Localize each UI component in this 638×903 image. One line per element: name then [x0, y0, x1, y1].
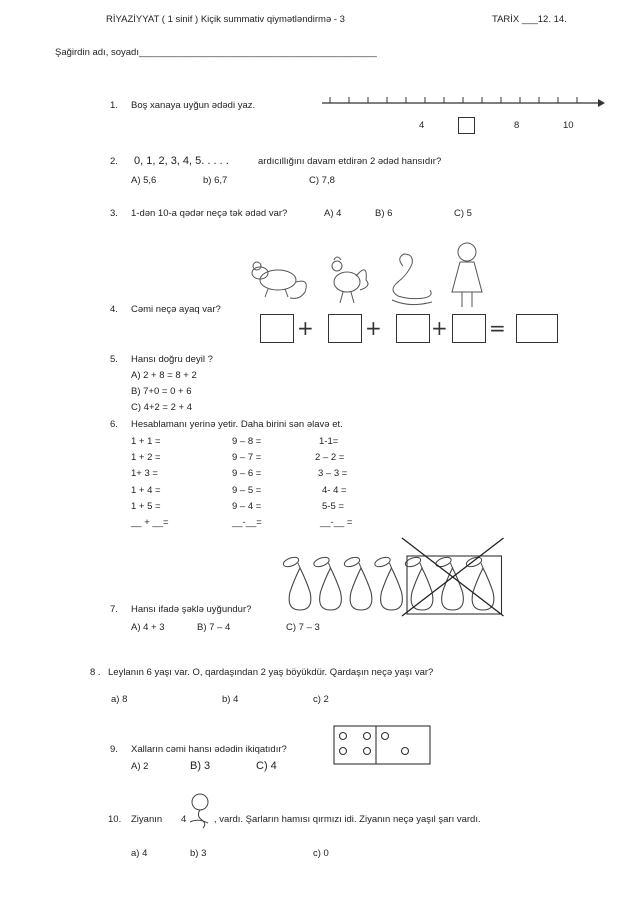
q6-expr: 9 – 5 =: [232, 485, 262, 496]
q6-expr: 9 – 4 =: [232, 501, 262, 512]
number-line-tick-label: 10: [563, 120, 574, 131]
q7-option-c[interactable]: C) 7 – 3: [286, 622, 320, 633]
domino-dot: [340, 748, 347, 755]
q6-expr: 5-5 =: [322, 501, 344, 512]
q3-option-a[interactable]: A) 4: [324, 208, 342, 219]
number-line-tick-label: 4: [419, 120, 425, 131]
rooster-icon: [332, 257, 368, 303]
q10-option-b[interactable]: b) 3: [190, 848, 207, 859]
domino-dot: [364, 748, 371, 755]
q2-option-a[interactable]: A) 5,6: [131, 175, 157, 186]
q6-expr: 1 + 4 =: [131, 485, 161, 496]
q9-option-a[interactable]: A) 2: [131, 761, 149, 772]
q7-number: 7.: [110, 604, 118, 615]
q3-option-c[interactable]: C) 5: [454, 208, 472, 219]
snake-icon: [392, 254, 432, 305]
crossed-out-box: [407, 556, 502, 614]
q10-option-a[interactable]: a) 4: [131, 848, 148, 859]
q9-option-b[interactable]: B) 3: [190, 760, 211, 772]
girl-icon: [452, 243, 482, 307]
plus-icon: +: [297, 316, 314, 340]
q8-option-b[interactable]: b) 4: [222, 694, 239, 705]
q9-option-c[interactable]: C) 4: [256, 760, 277, 772]
domino-dot: [364, 733, 371, 740]
q2-option-c[interactable]: C) 7,8: [309, 175, 335, 186]
q3-number: 3.: [110, 208, 118, 219]
q6-expr: 9 – 6 =: [232, 468, 262, 479]
q4-answer-box[interactable]: [396, 314, 430, 343]
q10-number: 10.: [108, 814, 122, 825]
q4-number: 4.: [110, 304, 118, 315]
q6-text: Hesablamanı yerinə yetir. Daha birini sən əlavə et.: [131, 419, 343, 430]
q1-number: 1.: [110, 100, 118, 111]
q4-sum-box[interactable]: [516, 314, 558, 343]
q4-answer-box[interactable]: [328, 314, 362, 343]
q6-expr: 1 + 1 =: [131, 436, 161, 447]
q5-number: 5.: [110, 354, 118, 365]
q1-answer-box[interactable]: [458, 117, 475, 134]
q6-expr: 1 + 5 =: [131, 501, 161, 512]
q6-expr: 1+ 3 =: [131, 468, 158, 479]
q9-text: Xalların cəmi hansı ədədin ikiqatıdır?: [131, 744, 287, 755]
q9-number: 9.: [110, 744, 118, 755]
pear-icon: [282, 556, 311, 610]
pear-icon: [435, 556, 464, 610]
q4-answer-box[interactable]: [452, 314, 486, 343]
q6-expr: 1-1=: [319, 436, 339, 447]
student-name-line: Şağirdin adı, soyadı_____________________________________________: [55, 47, 377, 58]
domino-dot: [382, 733, 389, 740]
q7-option-a[interactable]: A) 4 + 3: [131, 622, 165, 633]
q4-answer-box[interactable]: [260, 314, 294, 343]
q6-expr: 4- 4 =: [322, 485, 347, 496]
q4-text: Cəmi neçə ayaq var?: [131, 304, 221, 315]
pear-icon: [404, 556, 433, 610]
q6-expr: 2 – 2 =: [315, 452, 345, 463]
q6-number: 6.: [110, 419, 118, 430]
q5-text: Hansı doğru deyil ?: [131, 354, 213, 365]
rat-icon: [252, 262, 306, 298]
domino-dot: [340, 733, 347, 740]
q1-text: Boş xanaya uyğun ədədi yaz.: [131, 100, 256, 111]
q7-text: Hansı ifadə şəklə uyğundur?: [131, 604, 252, 615]
q6-expr: 9 – 8 =: [232, 436, 262, 447]
q6-expr-blank[interactable]: __-__ =: [320, 517, 353, 528]
date-field: TARİX ___12. 14.: [492, 14, 567, 25]
q6-expr-blank[interactable]: __-__=: [232, 517, 262, 528]
q6-expr: 1 + 2 =: [131, 452, 161, 463]
q8-text: Leylanın 6 yaşı var. O, qardaşından 2 yaş böyükdür. Qardaşın neçə yaşı var?: [108, 667, 434, 678]
pear-icon: [343, 556, 372, 610]
q2-text: ardıcıllığını davam etdirən 2 ədəd hansıdır?: [258, 156, 442, 167]
q5-option-c[interactable]: C) 4+2 = 2 + 4: [131, 402, 192, 413]
q6-expr-blank[interactable]: __ + __=: [131, 517, 169, 528]
q7-option-b[interactable]: B) 7 – 4: [197, 622, 231, 633]
q8-number: 8 .: [90, 667, 101, 678]
plus-icon: +: [365, 316, 382, 340]
q3-text: 1-dən 10-a qədər neçə tək ədəd var?: [131, 208, 288, 219]
q3-option-b[interactable]: B) 6: [375, 208, 393, 219]
q2-option-b[interactable]: b) 6,7: [203, 175, 228, 186]
plus-icon: +: [431, 316, 448, 340]
q6-expr: 3 – 3 =: [318, 468, 348, 479]
q6-expr: 9 – 7 =: [232, 452, 262, 463]
q10-option-c[interactable]: c) 0: [313, 848, 329, 859]
pear-icon: [374, 556, 403, 610]
domino-dot: [402, 748, 409, 755]
q10-text-rest: , vardı. Şarların hamısı qırmızı idi. Ziyanın neçə yaşıl şarı vardı.: [214, 814, 481, 825]
equals-icon: =: [489, 316, 506, 340]
page-title: RİYAZİYYAT ( 1 sinif ) Kiçik summativ qiymətləndirmə - 3: [106, 14, 345, 25]
pear-icon: [313, 556, 342, 610]
q5-option-b[interactable]: B) 7+0 = 0 + 6: [131, 386, 192, 397]
q8-option-a[interactable]: a) 8: [111, 694, 128, 705]
q2-number: 2.: [110, 156, 118, 167]
pear-icon: [465, 556, 494, 610]
q5-option-a[interactable]: A) 2 + 8 = 8 + 2: [131, 370, 197, 381]
q10-text: Ziyanın: [131, 814, 163, 825]
q2-sequence: 0, 1, 2, 3, 4, 5. . . . .: [134, 155, 229, 167]
cross-line: [402, 538, 504, 616]
cross-line: [402, 538, 504, 616]
number-line-tick-label: 8: [514, 120, 520, 131]
q8-option-c[interactable]: c) 2: [313, 694, 329, 705]
q10-count: 4: [181, 814, 187, 825]
